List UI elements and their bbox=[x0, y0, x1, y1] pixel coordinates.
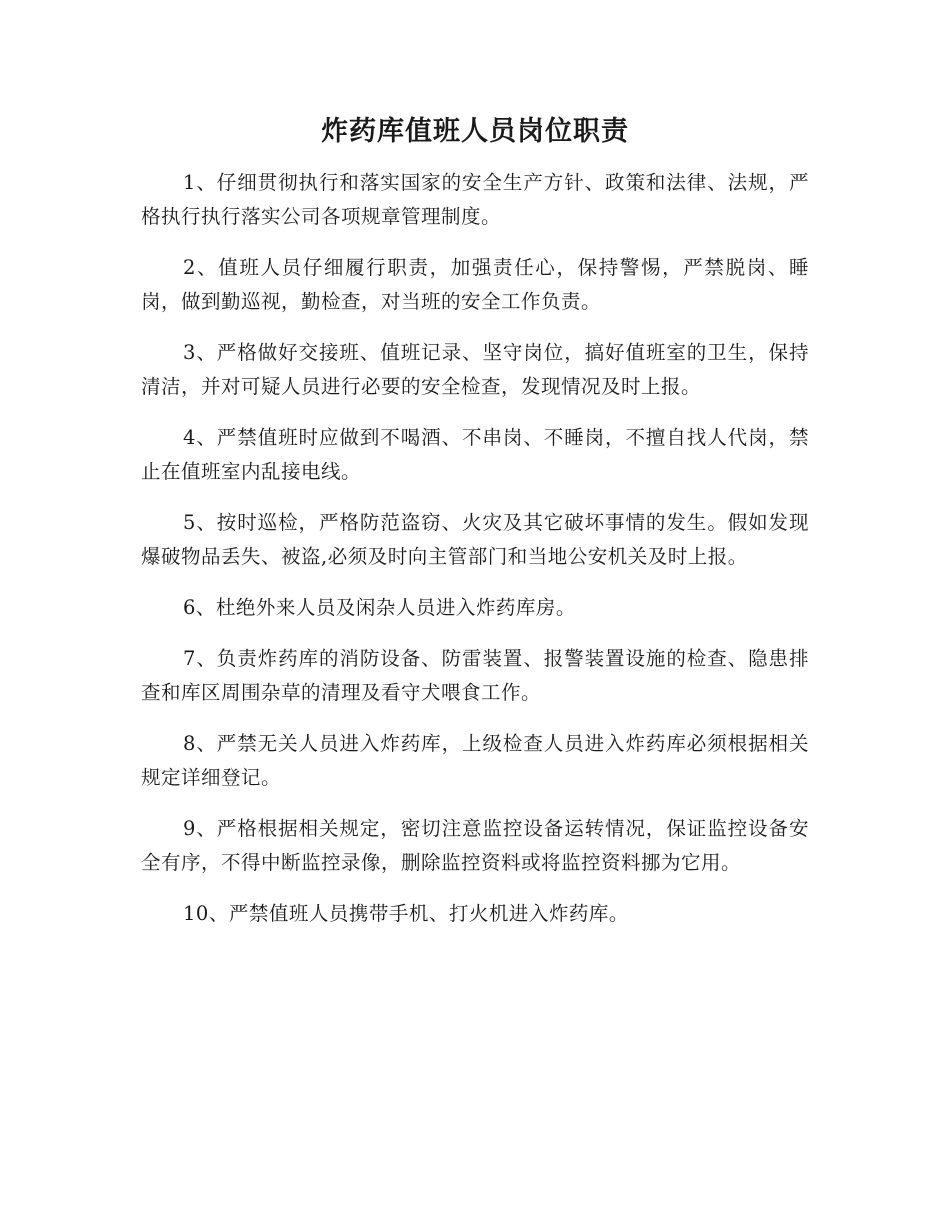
paragraph-6: 6、杜绝外来人员及闲杂人员进入炸药库房。 bbox=[183, 596, 576, 619]
paragraph-8: 8、严禁无关人员进入炸药库，上级检查人员进入炸药库必须根据相关规定详细登记。 bbox=[141, 732, 809, 789]
paragraph-2: 2、值班人员仔细履行职责，加强责任心，保持警惕，严禁脱岗、睡岗，做到勤巡视，勤检查，对当班的安全工作负责。 bbox=[141, 256, 809, 313]
paragraph-7: 7、负责炸药库的消防设备、防雷装置、报警装置设施的检查、隐患排查和库区周围杂草的清理及看守犬喂食工作。 bbox=[141, 647, 809, 704]
document-body bbox=[141, 166, 809, 948]
paragraph-1: 1、仔细贯彻执行和落实国家的安全生产方针、政策和法律、法规，严格执行执行落实公司各项规章管理制度。 bbox=[141, 171, 809, 228]
paragraph-10: 10、严禁值班人员携带手机、打火机进入炸药库。 bbox=[183, 902, 629, 925]
paragraph-5: 5、按时巡检，严格防范盗窃、火灾及其它破坏事情的发生。假如发现爆破物品丢失、被盗,必须及时向主管部门和当地公安机关及时上报。 bbox=[141, 511, 809, 568]
paragraph-4: 4、严禁值班时应做到不喝酒、不串岗、不睡岗，不擅自找人代岗，禁止在值班室内乱接电线。 bbox=[141, 426, 809, 483]
paragraph-9: 9、严格根据相关规定，密切注意监控设备运转情况，保证监控设备安全有序，不得中断监控录像，删除监控资料或将监控资料挪为它用。 bbox=[141, 817, 809, 874]
paragraph-3: 3、严格做好交接班、值班记录、坚守岗位，搞好值班室的卫生，保持清洁，并对可疑人员进行必要的安全检查，发现情况及时上报。 bbox=[141, 341, 809, 398]
document-title: 炸药库值班人员岗位职责 bbox=[321, 116, 629, 147]
